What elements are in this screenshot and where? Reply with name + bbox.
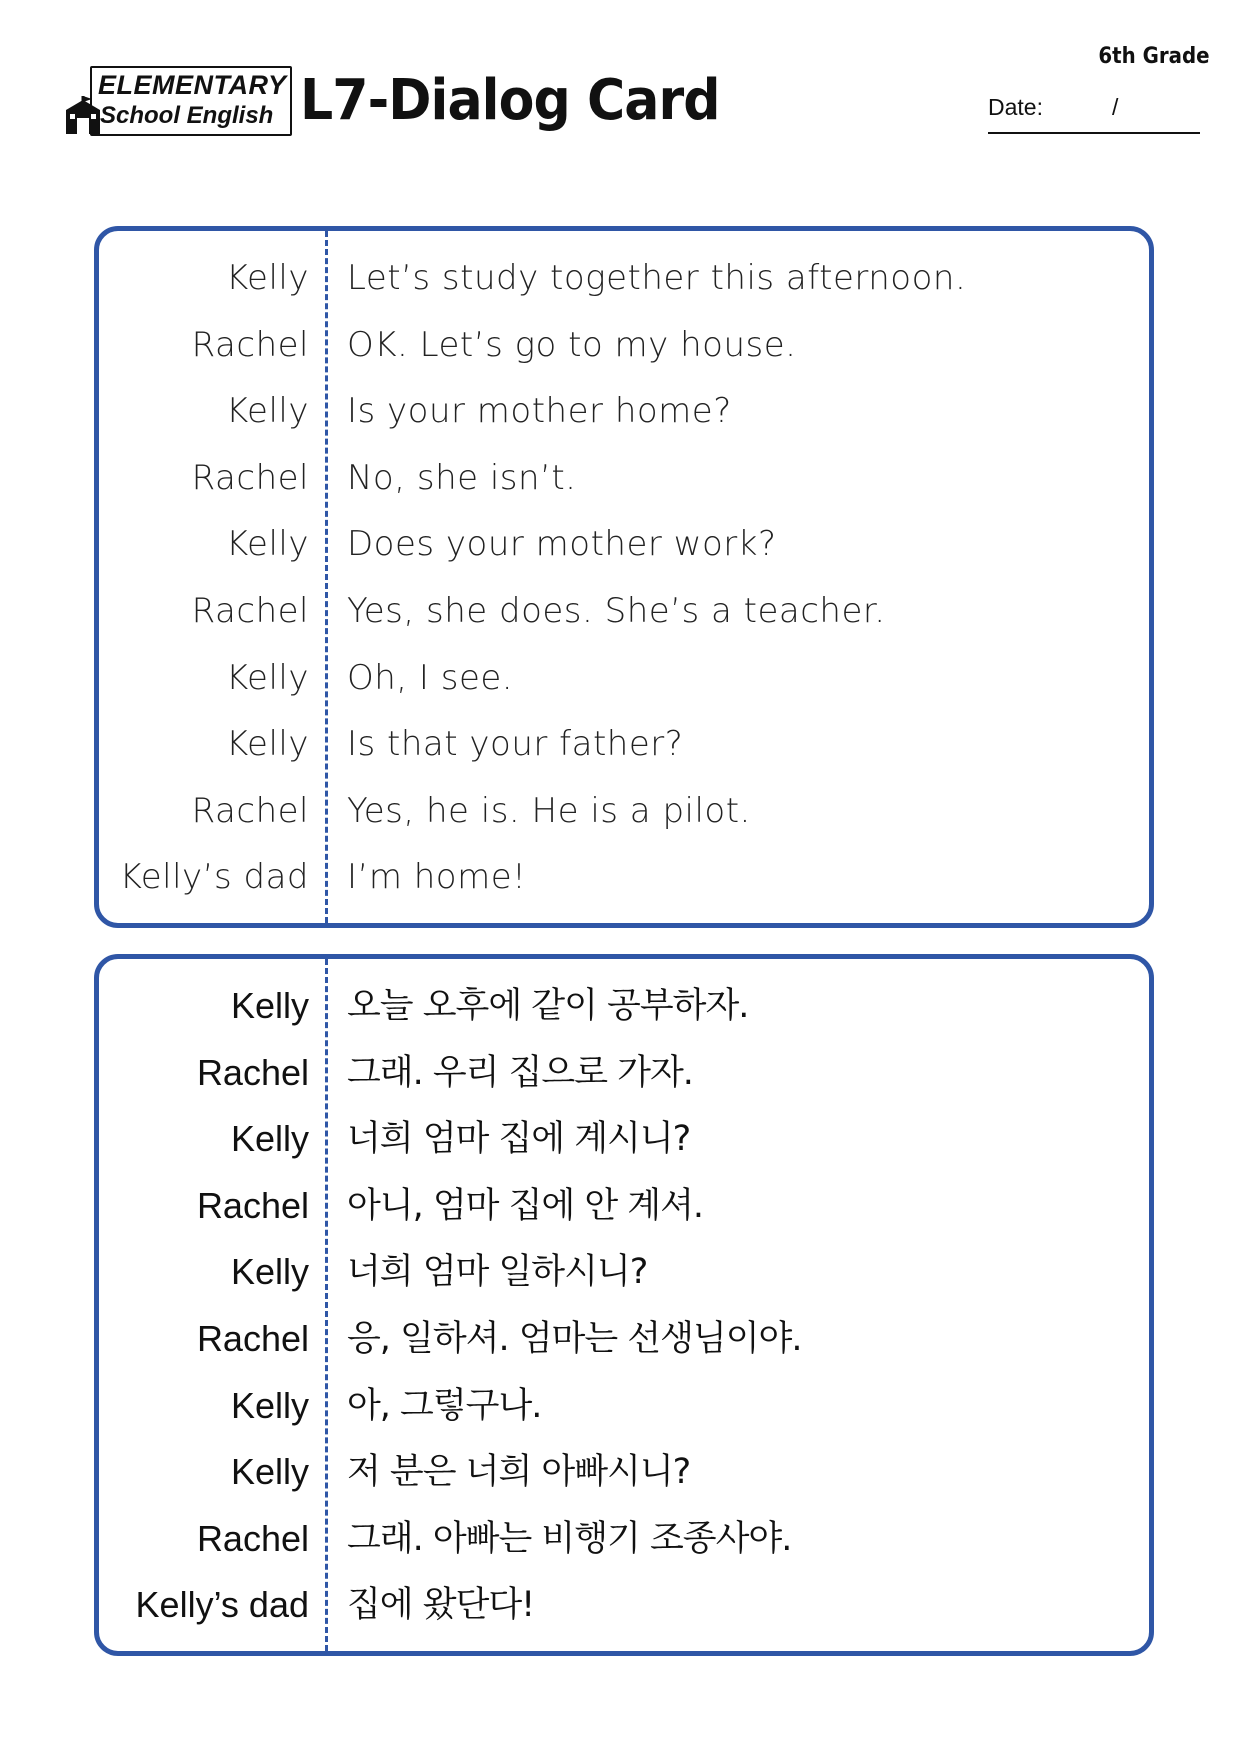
dialog-rows bbox=[99, 245, 1149, 911]
dialog-rows bbox=[99, 973, 1149, 1639]
dialog-line: 저 분은 너희 아빠시니? bbox=[347, 1452, 691, 1493]
date-separator: / bbox=[1112, 94, 1119, 120]
logo-text-school-english: School English bbox=[100, 102, 274, 129]
dialog-line: I’m home! bbox=[347, 857, 527, 898]
speaker-name: Rachel bbox=[196, 1184, 309, 1226]
speaker-name: Rachel bbox=[196, 1517, 309, 1559]
dialog-line: 그래. 아빠는 비행기 조종사야. bbox=[347, 1518, 792, 1559]
speaker-name: Kelly bbox=[230, 1118, 309, 1160]
date-field[interactable] bbox=[988, 92, 1200, 134]
dialog-line: 집에 왔단다! bbox=[347, 1585, 535, 1626]
speaker-name: Kelly bbox=[225, 391, 309, 432]
speaker-name: Kelly bbox=[230, 1451, 309, 1493]
dialog-row bbox=[99, 1439, 1149, 1506]
speaker-name: Rachel bbox=[191, 590, 309, 631]
dialog-line: Let’s study together this afternoon. bbox=[347, 258, 967, 298]
dialog-line: 그래. 우리 집으로 가자. bbox=[347, 1052, 693, 1093]
dialog-line: No, she isn’t. bbox=[347, 457, 577, 498]
dialog-row bbox=[99, 578, 1149, 645]
dialog-row bbox=[99, 378, 1149, 445]
logo-text-elementary: ELEMENTARY bbox=[98, 70, 287, 100]
speaker-name: Kelly bbox=[230, 1384, 309, 1426]
dialog-line: Yes, she does. She’s a teacher. bbox=[347, 590, 886, 631]
dialog-row bbox=[99, 1506, 1149, 1573]
dialog-line: 아니, 엄마 집에 안 계셔. bbox=[347, 1185, 704, 1226]
dialog-row bbox=[99, 1239, 1149, 1306]
dialog-line: Yes, he is. He is a pilot. bbox=[347, 790, 751, 831]
dialog-row bbox=[99, 312, 1149, 379]
english-dialog-card bbox=[94, 226, 1154, 928]
speaker-name: Kelly bbox=[230, 1251, 309, 1293]
speaker-name: Rachel bbox=[191, 324, 309, 365]
dialog-row bbox=[99, 445, 1149, 512]
dialog-row bbox=[99, 511, 1149, 578]
dialog-row bbox=[99, 844, 1149, 911]
speaker-name: Kelly bbox=[225, 657, 309, 698]
dialog-line: Oh, I see. bbox=[347, 657, 514, 698]
dialog-line: Does your mother work? bbox=[347, 524, 777, 565]
dialog-row bbox=[99, 645, 1149, 712]
dialog-row bbox=[99, 1373, 1149, 1440]
speaker-name: Kelly bbox=[225, 524, 309, 565]
dialog-line: 응, 일하셔. 엄마는 선생님이야. bbox=[347, 1318, 802, 1359]
dialog-row bbox=[99, 1040, 1149, 1107]
dialog-line: 너희 엄마 일하시니? bbox=[347, 1252, 648, 1293]
speaker-name: Kelly’s dad bbox=[135, 1584, 309, 1626]
grade-label: 6th Grade bbox=[1098, 44, 1210, 69]
speaker-name: Kelly’s dad bbox=[119, 857, 309, 898]
speaker-name: Rachel bbox=[191, 790, 309, 831]
dialog-row bbox=[99, 245, 1149, 312]
dialog-line: 너희 엄마 집에 계시니? bbox=[347, 1119, 691, 1160]
speaker-name: Kelly bbox=[225, 258, 309, 298]
dialog-line: OK. Let’s go to my house. bbox=[347, 324, 797, 365]
page-title: L7-Dialog Card bbox=[300, 68, 720, 133]
speaker-name: Rachel bbox=[196, 1317, 309, 1359]
elementary-school-english-logo bbox=[60, 62, 296, 140]
dialog-row bbox=[99, 1173, 1149, 1240]
dialog-line: 아, 그렇구나. bbox=[347, 1385, 542, 1426]
dialog-line: 오늘 오후에 같이 공부하자. bbox=[347, 986, 749, 1026]
speaker-name: Kelly bbox=[225, 724, 309, 765]
korean-dialog-card bbox=[94, 954, 1154, 1656]
dialog-line: Is that your father? bbox=[347, 724, 684, 765]
speaker-name: Rachel bbox=[191, 457, 309, 498]
dialog-line: Is your mother home? bbox=[347, 391, 732, 432]
dialog-row bbox=[99, 1572, 1149, 1639]
dialog-row bbox=[99, 778, 1149, 845]
dialog-row bbox=[99, 1306, 1149, 1373]
page-header bbox=[0, 0, 1240, 160]
dialog-row bbox=[99, 973, 1149, 1040]
date-label: Date: bbox=[988, 94, 1043, 120]
speaker-name: Kelly bbox=[230, 985, 309, 1026]
dialog-row bbox=[99, 711, 1149, 778]
speaker-name: Rachel bbox=[196, 1051, 309, 1093]
dialog-row bbox=[99, 1106, 1149, 1173]
